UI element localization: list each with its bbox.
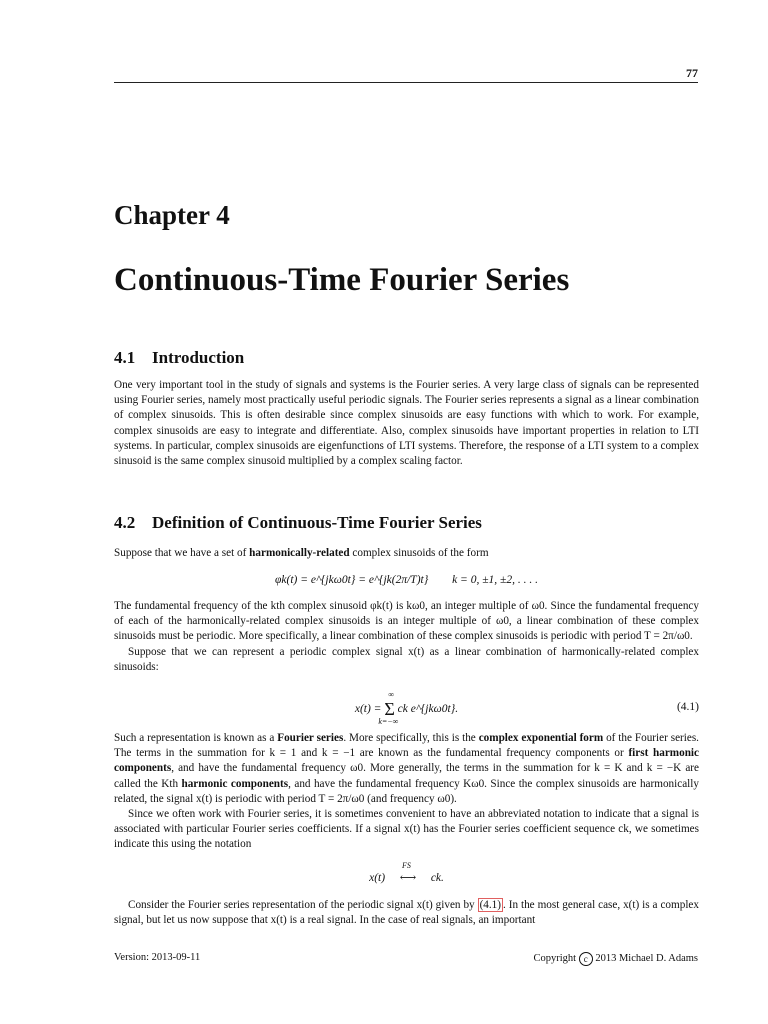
term-fourier-series: Fourier series [277, 732, 344, 744]
equation-phi-body: φk(t) = e^{jkω0t} = e^{jk(2π/T)t} [275, 574, 429, 586]
section-heading-4-2 [114, 513, 482, 533]
definition-paragraph-6 [114, 898, 699, 928]
section-heading-4-1 [114, 348, 244, 368]
fs-arrow: FS ⟷ [399, 861, 417, 884]
sigma-symbol: Σ [384, 699, 395, 719]
text-run: Consider the Fourier series representation of the periodic signal x(t) given by [128, 899, 478, 911]
term-complex-exponential-form: complex exponential form [478, 732, 604, 744]
intro-paragraph-block [114, 378, 699, 469]
notation-rhs: ck. [430, 872, 444, 884]
sum-upper-limit: ∞ [388, 690, 395, 699]
term-first-harmonic-components: first harmonic components [114, 747, 699, 775]
footer-copyright [534, 952, 699, 966]
section-title: Definition of Continuous-Time Fourier Series [152, 513, 482, 532]
term-harmonically-related: harmonically-related [249, 547, 350, 559]
paragraph-represent-periodic: Suppose that we can represent a periodic complex signal x(t) as a linear combination of harmonically-related complex sinusoids: [114, 645, 699, 673]
summation [378, 690, 399, 726]
equation-number: (4.1) [676, 701, 699, 713]
chapter-label: Chapter 4 [114, 200, 230, 230]
section-title: Introduction [152, 348, 245, 367]
text-run: , and have the fundamental frequency ω0. More generally, the terms in the summation for k = K and k = −K are called the Kth [114, 762, 699, 790]
copyright-label: Copyright [533, 953, 577, 964]
section-number: 4.2 [114, 513, 136, 532]
text-run: Suppose that we have a set of [114, 547, 250, 559]
header-rule [114, 82, 698, 83]
notation-lhs: x(t) [369, 872, 386, 884]
text-run: of the Fourier series. The terms in the summation for k = 1 and k = −1 are known as the fundamental frequency components or [114, 732, 699, 760]
definition-paragraph-1 [114, 546, 699, 561]
definition-paragraph-4 [114, 731, 699, 853]
text-run: , and have the fundamental frequency Kω0. Since the complex sinusoids are harmonically related, the signal x(t) is periodic with period T = 2π/ω0 (and frequency ω0). [114, 777, 699, 805]
section-number: 4.1 [114, 348, 136, 367]
equation-4-1-rhs: ck e^{jkω0t}. [397, 703, 459, 716]
sum-lower-limit: k=−∞ [378, 717, 399, 726]
equation-fs-notation [114, 861, 699, 884]
footer-version: Version: 2013-09-11 [114, 952, 201, 963]
equation-phi [114, 574, 699, 586]
paragraph-notation: Since we often work with Fourier series, it is sometimes convenient to have an abbreviated notation to indicate that a signal is associated with particular Fourier series coefficients. If a signal x(t) has the Fourier series coefficient sequence ck, we sometimes indicate this using the notation [114, 808, 699, 851]
paragraph-fundamental-frequency: The fundamental frequency of the kth complex sinusoid φk(t) is kω0, an integer multiple of ω0. Since the fundamental frequency of each of the harmonically-related complex sinusoids is an integer multiple of ω0, a linear combination of these complex sinusoids must be periodic. More specifically, a linear combination of these complex sinusoids is periodic with period T = 2π/ω0. [114, 600, 699, 643]
equation-4-1 [114, 690, 699, 729]
definition-paragraphs-2-3 [114, 599, 699, 675]
term-harmonic-components: harmonic components [181, 777, 289, 790]
equation-4-1-lhs: x(t) = [354, 703, 382, 716]
equation-phi-range: k = 0, ±1, ±2, . . . . [452, 574, 538, 586]
text-run: . In the most general case, x(t) is a complex signal, but let us now suppose that x(t) is a real signal. In the case of real signals, an important [114, 899, 699, 927]
text-run: . More specifically, this is the [343, 732, 479, 744]
page-number: 77 [686, 66, 698, 80]
fs-label: FS [401, 861, 411, 870]
text-run: complex sinusoids of the form [349, 547, 489, 559]
text-run: Such a representation is known as a [114, 732, 278, 744]
intro-paragraph: One very important tool in the study of signals and systems is the Fourier series. A very large class of signals can be represented using Fourier series, namely most practically useful periodic signals. The Fourier series represents a signal as a linear combination of complex sinusoids. This is often desirable since complex sinusoids are easy functions with which to work. For example, complex sinusoids are easy to integrate and differentiate. Also, complex sinusoids have important properties in relation to LTI systems. In particular, complex sinusoids are eigenfunctions of LTI systems. Therefore, the response of a LTI system to a complex sinusoid is the same complex sinusoid multiplied by a complex scaling factor. [114, 379, 699, 468]
copyright-icon: c [579, 952, 593, 966]
chapter-title: Continuous-Time Fourier Series [114, 262, 570, 298]
copyright-holder: 2013 Michael D. Adams [595, 953, 698, 964]
equation-reference-link[interactable]: (4.1) [479, 899, 501, 911]
